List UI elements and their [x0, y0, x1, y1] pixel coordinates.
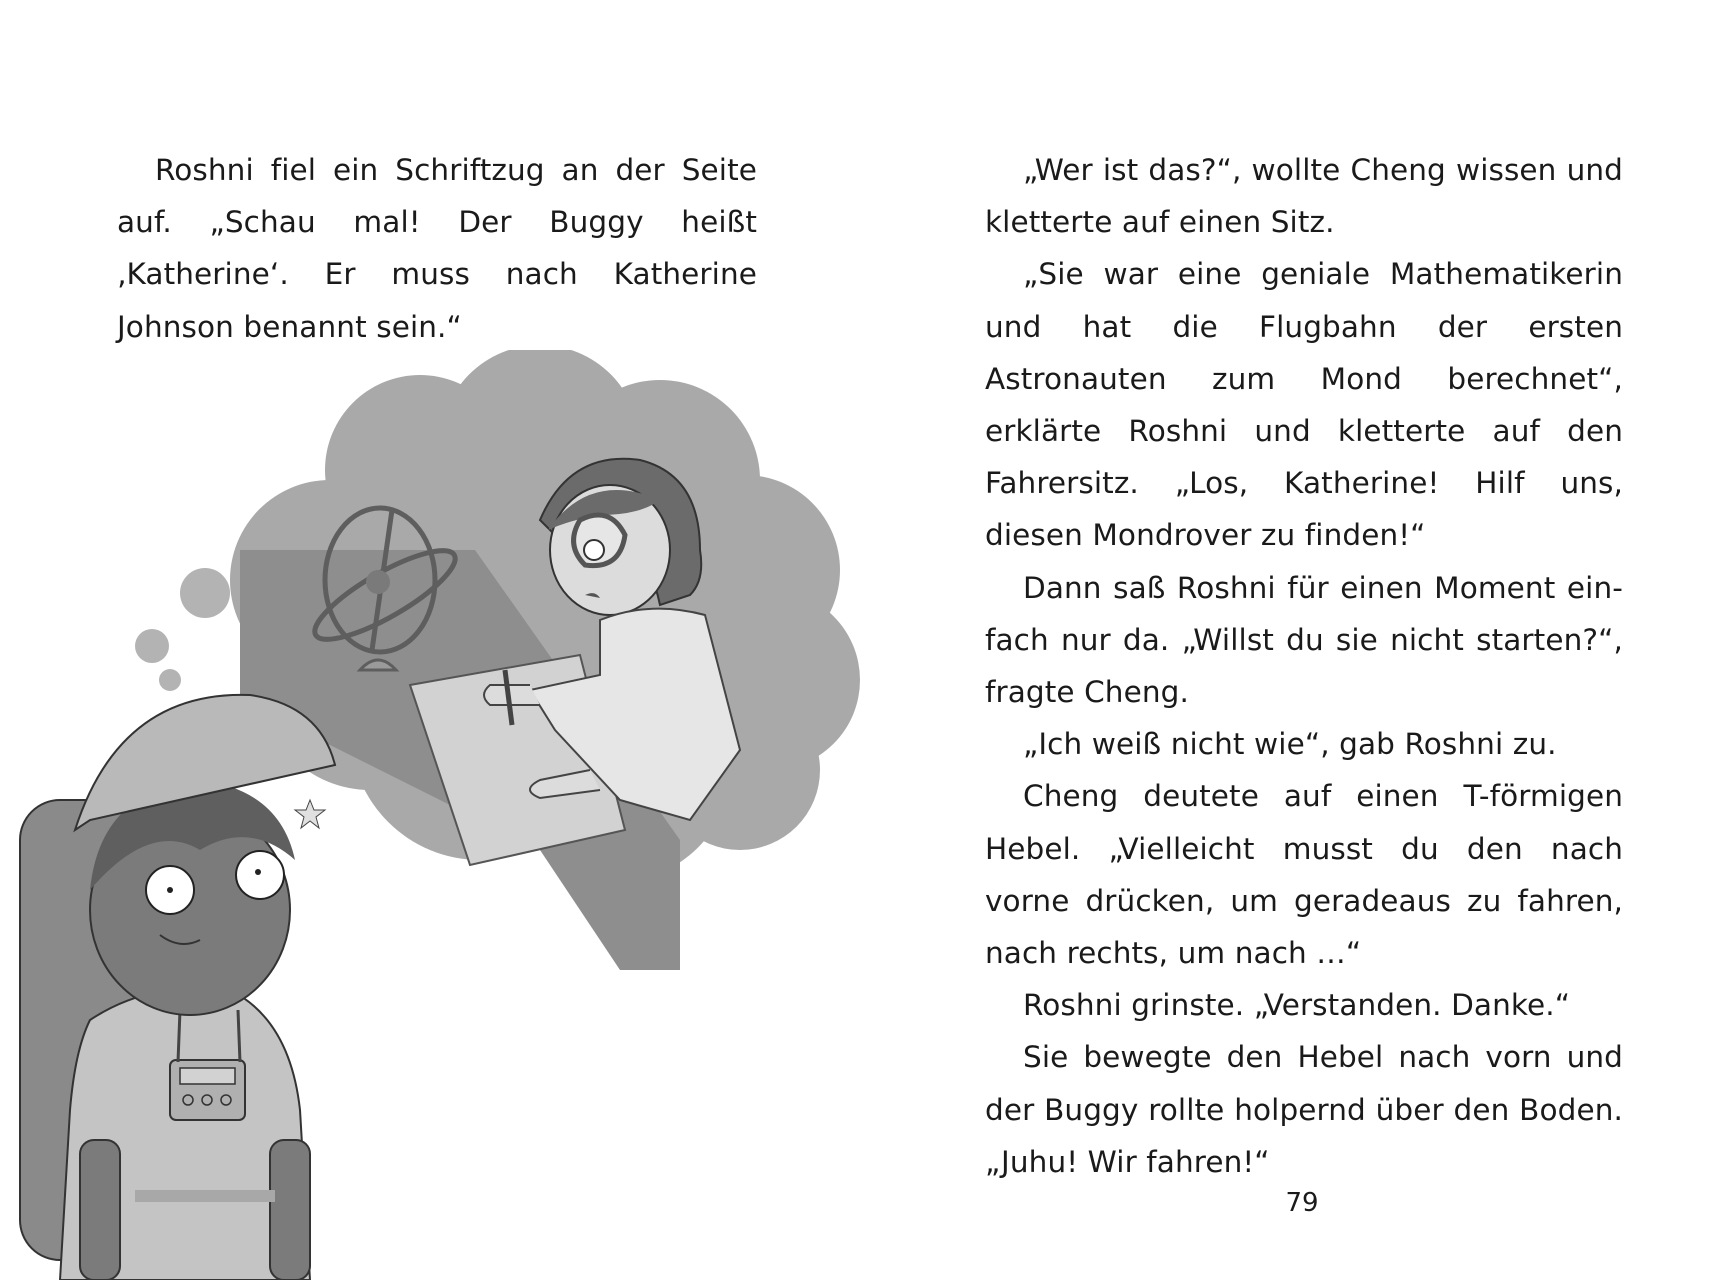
right-page-text [985, 144, 1623, 1188]
thought-dot-small [159, 669, 181, 691]
thought-dot-medium [135, 629, 169, 663]
paragraph: „Sie war eine geniale Mathematikerin und hat die Flugbahn der ersten Astronauten zum Mond berechnet“, erklärte Roshni und kletterte auf den Fahrersitz. „Los, Katherine! Hilf uns, diesen Mondrover zu finden!“ [985, 257, 1623, 553]
paragraph: Cheng deutete auf einen T-förmigen Hebel. „Vielleicht musst du den nach vorne drücken, um geradeaus zu fahren, nach rechts, um nach …“ [985, 779, 1623, 971]
paragraph: Dann saß Roshni für einen Moment ein-fach nur da. „Willst du sie nicht starten?“, fragte Cheng. [985, 570, 1623, 710]
paragraph: Roshni fiel ein Schriftzug an der Seite auf. „Schau mal! Der Buggy heißt ‚Katherine‘. Er muss nach Katherine Johnson benannt sein.“ [117, 153, 757, 344]
roshni-figure [20, 695, 335, 1280]
star-clip [295, 800, 325, 828]
page-number: 79 [1285, 1188, 1319, 1218]
left-page-text [117, 144, 757, 353]
thought-dot-large [180, 568, 230, 618]
paragraph: Roshni grinste. „Verstanden. Danke.“ [1023, 988, 1571, 1023]
story-illustration [0, 350, 870, 1280]
paragraph: „Ich weiß nicht wie“, gab Roshni zu. [1023, 727, 1557, 762]
paragraph: „Wer ist das?“, wollte Cheng wissen und kletterte auf einen Sitz. [985, 153, 1623, 240]
paragraph: Sie bewegte den Hebel nach vorn und der Buggy rollte holpernd über den Boden. „Juhu! Wir fahren!“ [985, 1040, 1623, 1179]
